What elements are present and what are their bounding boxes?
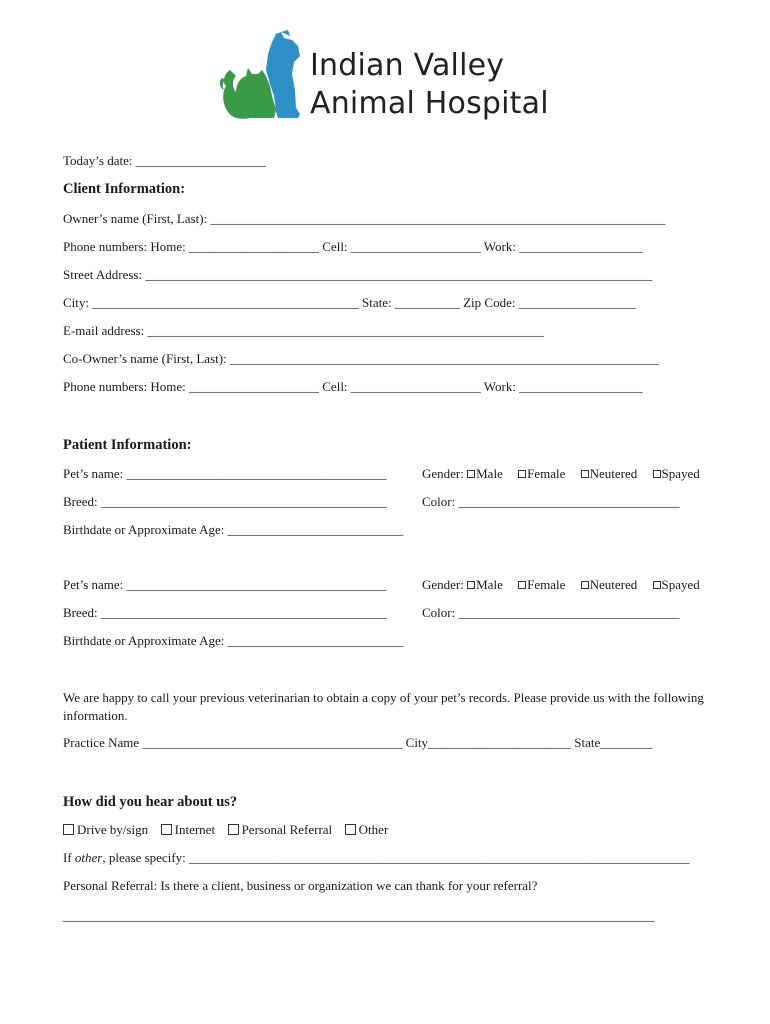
- pet1-gender-group: [422, 466, 700, 482]
- pet1-age-field[interactable]: Birthdate or Approximate Age: ___________________________: [63, 522, 404, 537]
- owner-name-field[interactable]: Owner’s name (First, Last): ______________________________________________________________________: [63, 211, 666, 226]
- gender-label: Gender:: [422, 577, 464, 592]
- personal-referral-checkbox[interactable]: [228, 824, 239, 835]
- pet2-breed-field[interactable]: Breed: ____________________________________________: [63, 605, 387, 620]
- male-label: Male: [476, 466, 503, 481]
- pet1-color-field[interactable]: Color: __________________________________: [422, 494, 680, 509]
- neutered-checkbox[interactable]: [581, 470, 589, 478]
- logo-line-2: Animal Hospital: [310, 86, 549, 121]
- pet2-color-field[interactable]: Color: __________________________________: [422, 605, 680, 620]
- spayed-label: Spayed: [661, 577, 700, 592]
- spayed-checkbox[interactable]: [653, 581, 661, 589]
- pet2-gender-group: [422, 577, 700, 593]
- pet2-name-field[interactable]: Pet’s name: ________________________________________: [63, 577, 387, 592]
- internet-checkbox[interactable]: [161, 824, 172, 835]
- gender-label: Gender:: [422, 466, 464, 481]
- other-label: Other: [358, 822, 389, 837]
- female-label: Female: [527, 466, 566, 481]
- if-other-word: other: [74, 850, 103, 865]
- hear-options: [63, 822, 388, 838]
- neutered-checkbox[interactable]: [581, 581, 589, 589]
- female-label: Female: [527, 577, 566, 592]
- if-other-prefix: If: [63, 850, 75, 865]
- todays-date-field[interactable]: Today’s date: ____________________: [63, 153, 266, 168]
- neutered-label: Neutered: [589, 577, 638, 592]
- street-address-field[interactable]: Street Address: ______________________________________________________________________________: [63, 267, 653, 282]
- city-state-zip-field[interactable]: City: _________________________________________ State: __________ Zip Code: __________________: [63, 295, 636, 310]
- pet1-breed-field[interactable]: Breed: ____________________________________________: [63, 494, 387, 509]
- if-other-rest: , please specify: _____________________________________________________________________________: [102, 850, 690, 865]
- female-checkbox[interactable]: [518, 470, 526, 478]
- drive-by-label: Drive by/sign: [77, 822, 149, 837]
- neutered-label: Neutered: [589, 466, 638, 481]
- other-checkbox[interactable]: [345, 824, 356, 835]
- internet-label: Internet: [174, 822, 216, 837]
- how-hear-heading: How did you hear about us?: [63, 794, 238, 810]
- client-info-heading: Client Information:: [63, 181, 186, 197]
- previous-vet-paragraph: We are happy to call your previous veterinarian to obtain a copy of your pet’s records. Please provide us with the following information.: [63, 690, 704, 723]
- owner-phone-field[interactable]: Phone numbers: Home: ____________________ Cell: ____________________ Work: ___________________: [63, 239, 643, 254]
- personal-referral-label: Personal Referral: [241, 822, 333, 837]
- male-checkbox[interactable]: [467, 581, 475, 589]
- drive-by-checkbox[interactable]: [63, 824, 74, 835]
- coowner-phone-field[interactable]: Phone numbers: Home: ____________________ Cell: ____________________ Work: ___________________: [63, 379, 643, 394]
- pet2-age-field[interactable]: Birthdate or Approximate Age: ___________________________: [63, 633, 404, 648]
- dog-cat-silhouette-icon: [218, 30, 308, 122]
- spayed-checkbox[interactable]: [653, 470, 661, 478]
- email-field[interactable]: E-mail address: _____________________________________________________________: [63, 323, 544, 338]
- male-checkbox[interactable]: [467, 470, 475, 478]
- hospital-logo: [218, 30, 563, 125]
- practice-info-field[interactable]: Practice Name ________________________________________ City______________________ State________: [63, 735, 653, 750]
- male-label: Male: [476, 577, 503, 592]
- spayed-label: Spayed: [661, 466, 700, 481]
- referral-answer-line[interactable]: ___________________________________________________________________________________________: [63, 908, 655, 923]
- female-checkbox[interactable]: [518, 581, 526, 589]
- logo-line-1: Indian Valley: [310, 48, 505, 83]
- coowner-name-field[interactable]: Co-Owner’s name (First, Last): __________________________________________________________________: [63, 351, 659, 366]
- patient-info-heading: Patient Information:: [63, 437, 192, 453]
- if-other-field[interactable]: [63, 850, 690, 866]
- pet1-name-field[interactable]: Pet’s name: ________________________________________: [63, 466, 387, 481]
- referral-question: Personal Referral: Is there a client, business or organization we can thank for your referral?: [63, 878, 538, 893]
